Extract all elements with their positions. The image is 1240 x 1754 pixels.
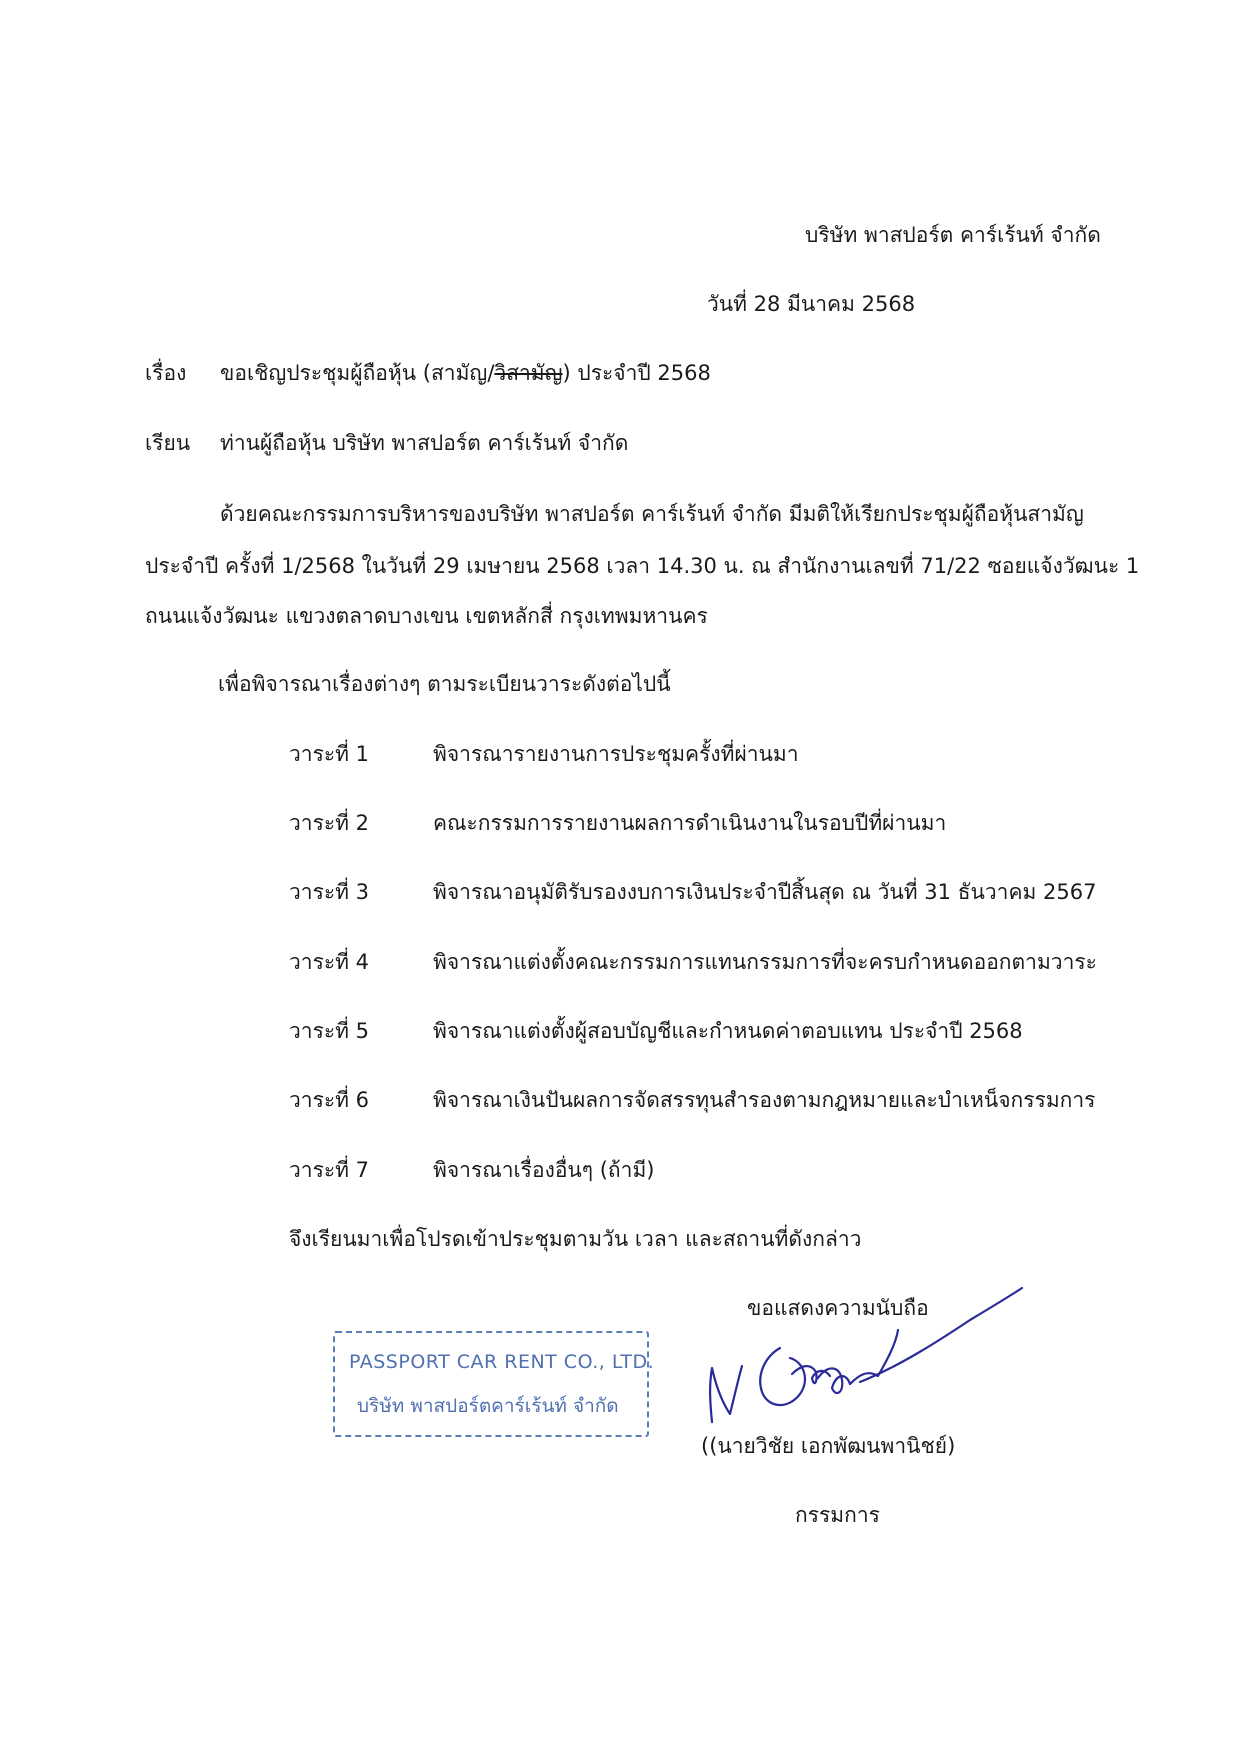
agenda-item-text: พิจารณาอนุมัติรับรองงบการเงินประจำปีสิ้นสุด ณ วันที่ 31 ธันวาคม 2567 xyxy=(433,880,1097,904)
agenda-item-number: วาระที่ 4 xyxy=(289,950,370,974)
handwritten-signature xyxy=(700,1270,1030,1440)
body-paragraph-line: ด้วยคณะกรรมการบริหารของบริษัท พาสปอร์ต คาร์เร้นท์ จำกัด มีมติให้เรียกประชุมผู้ถือหุ้นสามัญ xyxy=(220,502,1084,526)
subject-struck-text: วิสามัญ xyxy=(494,361,563,385)
closing-sentence: จึงเรียนมาเพื่อโปรดเข้าประชุมตามวัน เวลา และสถานที่ดังกล่าว xyxy=(289,1227,862,1251)
subject-text-before: ขอเชิญประชุมผู้ถือหุ้น (สามัญ/ xyxy=(220,361,495,385)
company-header: บริษัท พาสปอร์ต คาร์เร้นท์ จำกัด xyxy=(805,223,1101,247)
regards-line: ขอแสดงความนับถือ xyxy=(747,1296,929,1320)
agenda-item-text: พิจารณาแต่งตั้งผู้สอบบัญชีและกำหนดค่าตอบแทน ประจำปี 2568 xyxy=(433,1019,1023,1043)
subject-label: เรื่อง xyxy=(145,361,187,385)
salutation-text: ท่านผู้ถือหุ้น บริษัท พาสปอร์ต คาร์เร้นท์ จำกัด xyxy=(220,431,629,455)
agenda-item-number: วาระที่ 2 xyxy=(289,811,370,835)
signer-title: กรรมการ xyxy=(795,1503,880,1527)
agenda-item-text: พิจารณาเงินปันผลการจัดสรรทุนสำรองตามกฎหมายและบำเหน็จกรรมการ xyxy=(433,1088,1096,1112)
signer-name: ((นายวิชัย เอกพัฒนพานิชย์) xyxy=(701,1434,956,1458)
agenda-item-number: วาระที่ 5 xyxy=(289,1019,370,1043)
subject-text xyxy=(220,358,711,388)
agenda-intro: เพื่อพิจารณาเรื่องต่างๆ ตามระเบียนวาระดังต่อไปนี้ xyxy=(218,672,671,696)
agenda-item-number: วาระที่ 3 xyxy=(289,880,370,904)
agenda-item-number: วาระที่ 6 xyxy=(289,1088,370,1112)
company-stamp xyxy=(333,1331,655,1437)
stamp-english-text: PASSPORT CAR RENT CO., LTD. xyxy=(349,1351,655,1373)
subject-text-after: ) ประจำปี 2568 xyxy=(562,361,711,385)
salutation-label: เรียน xyxy=(145,431,191,455)
agenda-item-text: พิจารณารายงานการประชุมครั้งที่ผ่านมา xyxy=(433,742,799,766)
letter-date: วันที่ 28 มีนาคม 2568 xyxy=(707,292,916,316)
agenda-item-text: พิจารณาแต่งตั้งคณะกรรมการแทนกรรมการที่จะครบกำหนดออกตามวาระ xyxy=(433,950,1097,974)
body-paragraph-line: ประจำปี ครั้งที่ 1/2568 ในวันที่ 29 เมษายน 2568 เวลา 14.30 น. ณ สำนักงานเลขที่ 71/22 ซอยแจ้งวัฒนะ 1 xyxy=(145,554,1140,578)
stamp-thai-text: บริษัท พาสปอร์ตคาร์เร้นท์ จำกัด xyxy=(357,1395,619,1417)
agenda-item-text: พิจารณาเรื่องอื่นๆ (ถ้ามี) xyxy=(433,1158,655,1182)
agenda-item-text: คณะกรรมการรายงานผลการดำเนินงานในรอบปีที่ผ่านมา xyxy=(433,811,947,835)
body-paragraph-line: ถนนแจ้งวัฒนะ แขวงตลาดบางเขน เขตหลักสี่ กรุงเทพมหานคร xyxy=(145,604,708,628)
agenda-item-number: วาระที่ 1 xyxy=(289,742,370,766)
agenda-item-number: วาระที่ 7 xyxy=(289,1158,370,1182)
